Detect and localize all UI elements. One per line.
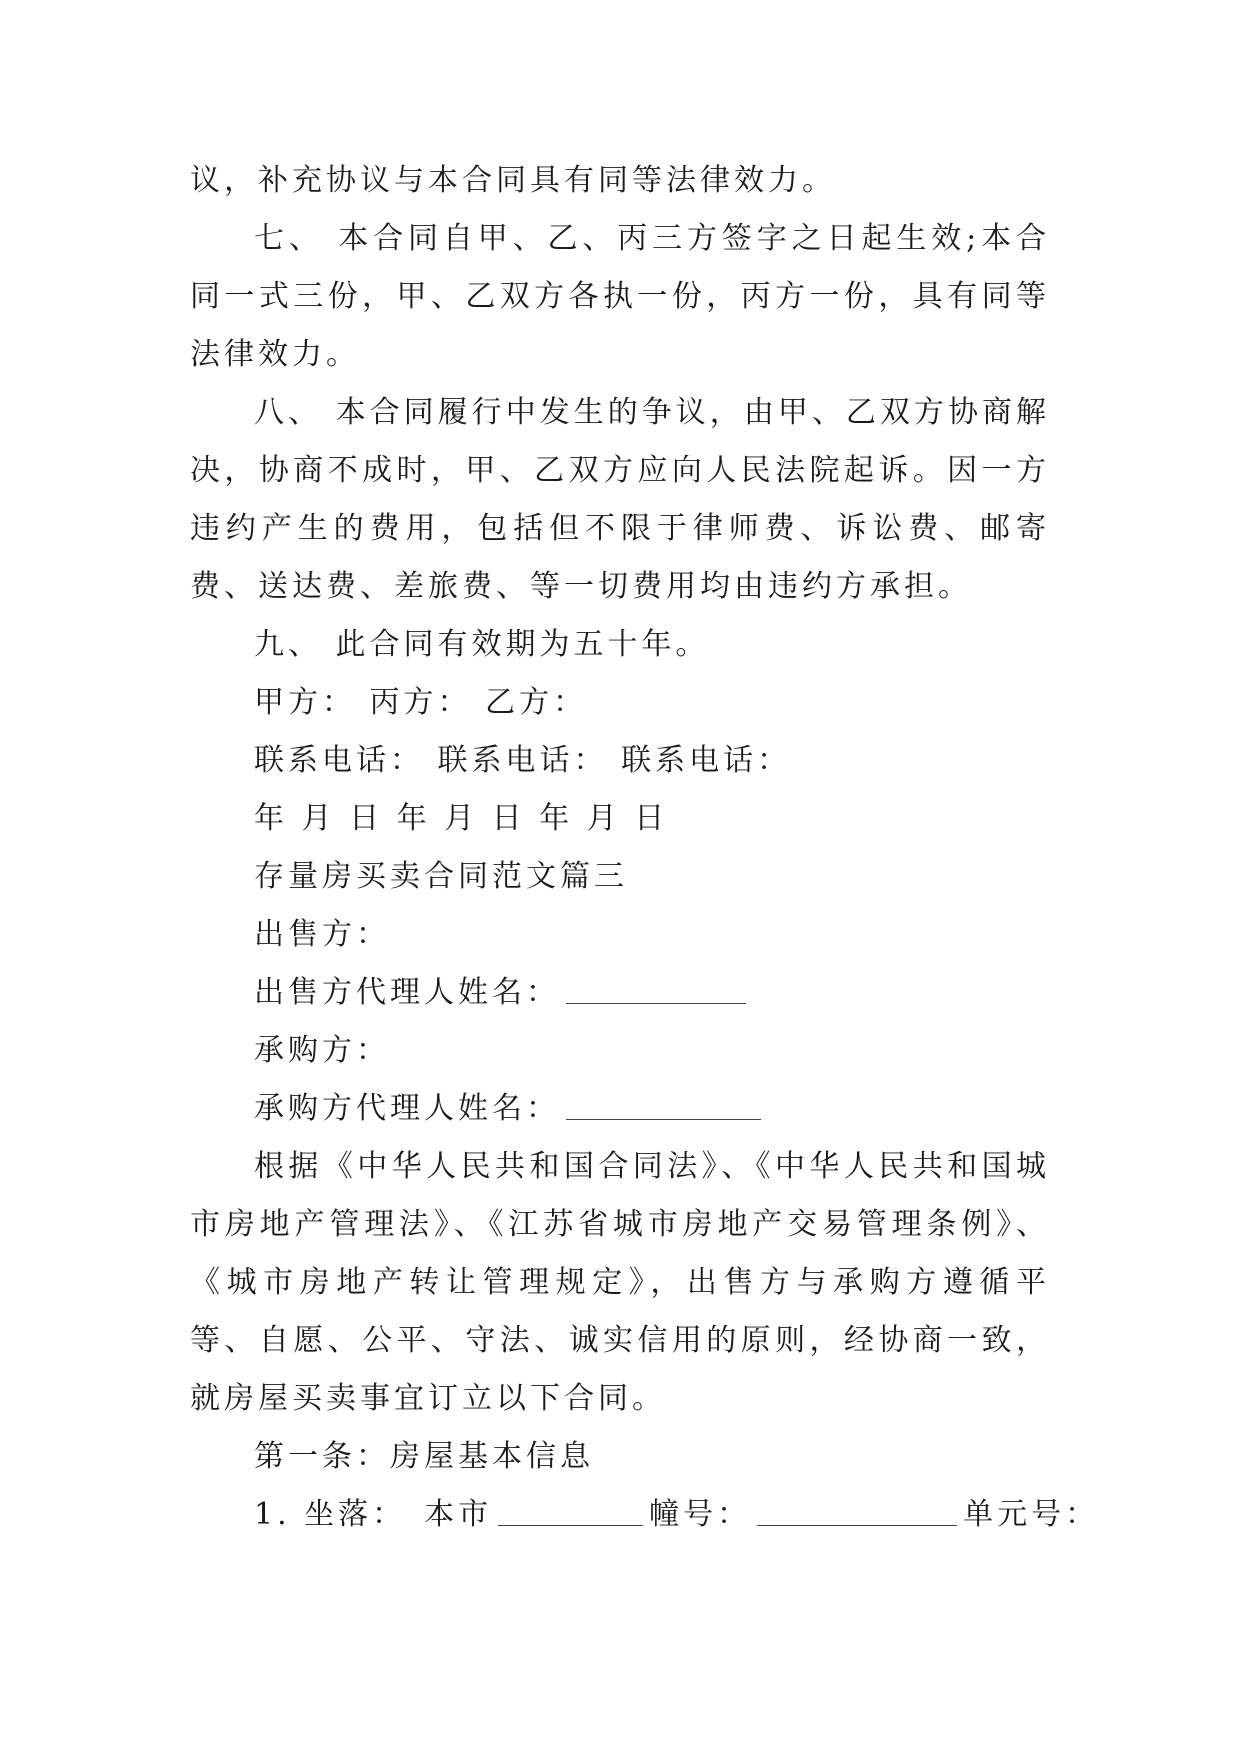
seller-agent-blank	[566, 973, 746, 1004]
clause-seven: 七、 本合同自甲、乙、丙三方签字之日起生效;本合同一式三份，甲、乙双方各执一份，丙方一份，具有同等法律效力。	[190, 221, 1050, 372]
clause-nine: 九、 此合同有效期为五十年。	[254, 627, 710, 662]
signature-dates: 年 月 日 年 月 日 年 月 日	[254, 801, 669, 836]
article-one-title: 第一条：房屋基本信息	[254, 1439, 594, 1474]
location-line	[190, 1486, 1100, 1544]
location-city-label: 本市	[424, 1497, 493, 1532]
contract-preamble: 根据《中华人民共和国合同法》、《中华人民共和国城市房地产管理法》、《江苏省城市房地产交易管理条例》、《城市房地产转让管理规定》，出售方与承购方遵循平等、自愿、公平、守法、诚实信用的原则，经协商一致，就房屋买卖事宜订立以下合同。	[190, 1149, 1050, 1416]
signature-parties: 甲方： 丙方： 乙方：	[254, 685, 588, 720]
seller-agent-line	[190, 964, 1050, 1022]
building-number-label: 幢号：	[649, 1497, 752, 1532]
buyer-agent-blank	[566, 1089, 761, 1120]
seller-agent-label: 出售方代理人姓名：	[254, 975, 560, 1010]
clause-eight: 八、 本合同履行中发生的争议，由甲、乙双方协商解决，协商不成时，甲、乙双方应向人民法院起诉。因一方违约产生的费用，包括但不限于律师费、诉讼费、邮寄费、送达费、差旅费、等一切费用均由违约方承担。	[190, 395, 1050, 604]
building-number-blank	[757, 1495, 957, 1526]
location-label: 1. 坐落：	[254, 1497, 407, 1532]
location-city-blank	[498, 1495, 643, 1526]
unit-number-label: 单元号：	[963, 1497, 1100, 1532]
paragraph-continuation: 议，补充协议与本合同具有同等法律效力。	[190, 163, 836, 198]
section-title: 存量房买卖合同范文篇三	[254, 859, 628, 894]
buyer-agent-line	[190, 1080, 1050, 1138]
buyer-line: 承购方：	[254, 1033, 390, 1068]
seller-line: 出售方：	[254, 917, 390, 952]
signature-phones: 联系电话： 联系电话： 联系电话：	[254, 743, 792, 778]
buyer-agent-label: 承购方代理人姓名：	[254, 1091, 560, 1126]
document-body	[190, 152, 1100, 1544]
